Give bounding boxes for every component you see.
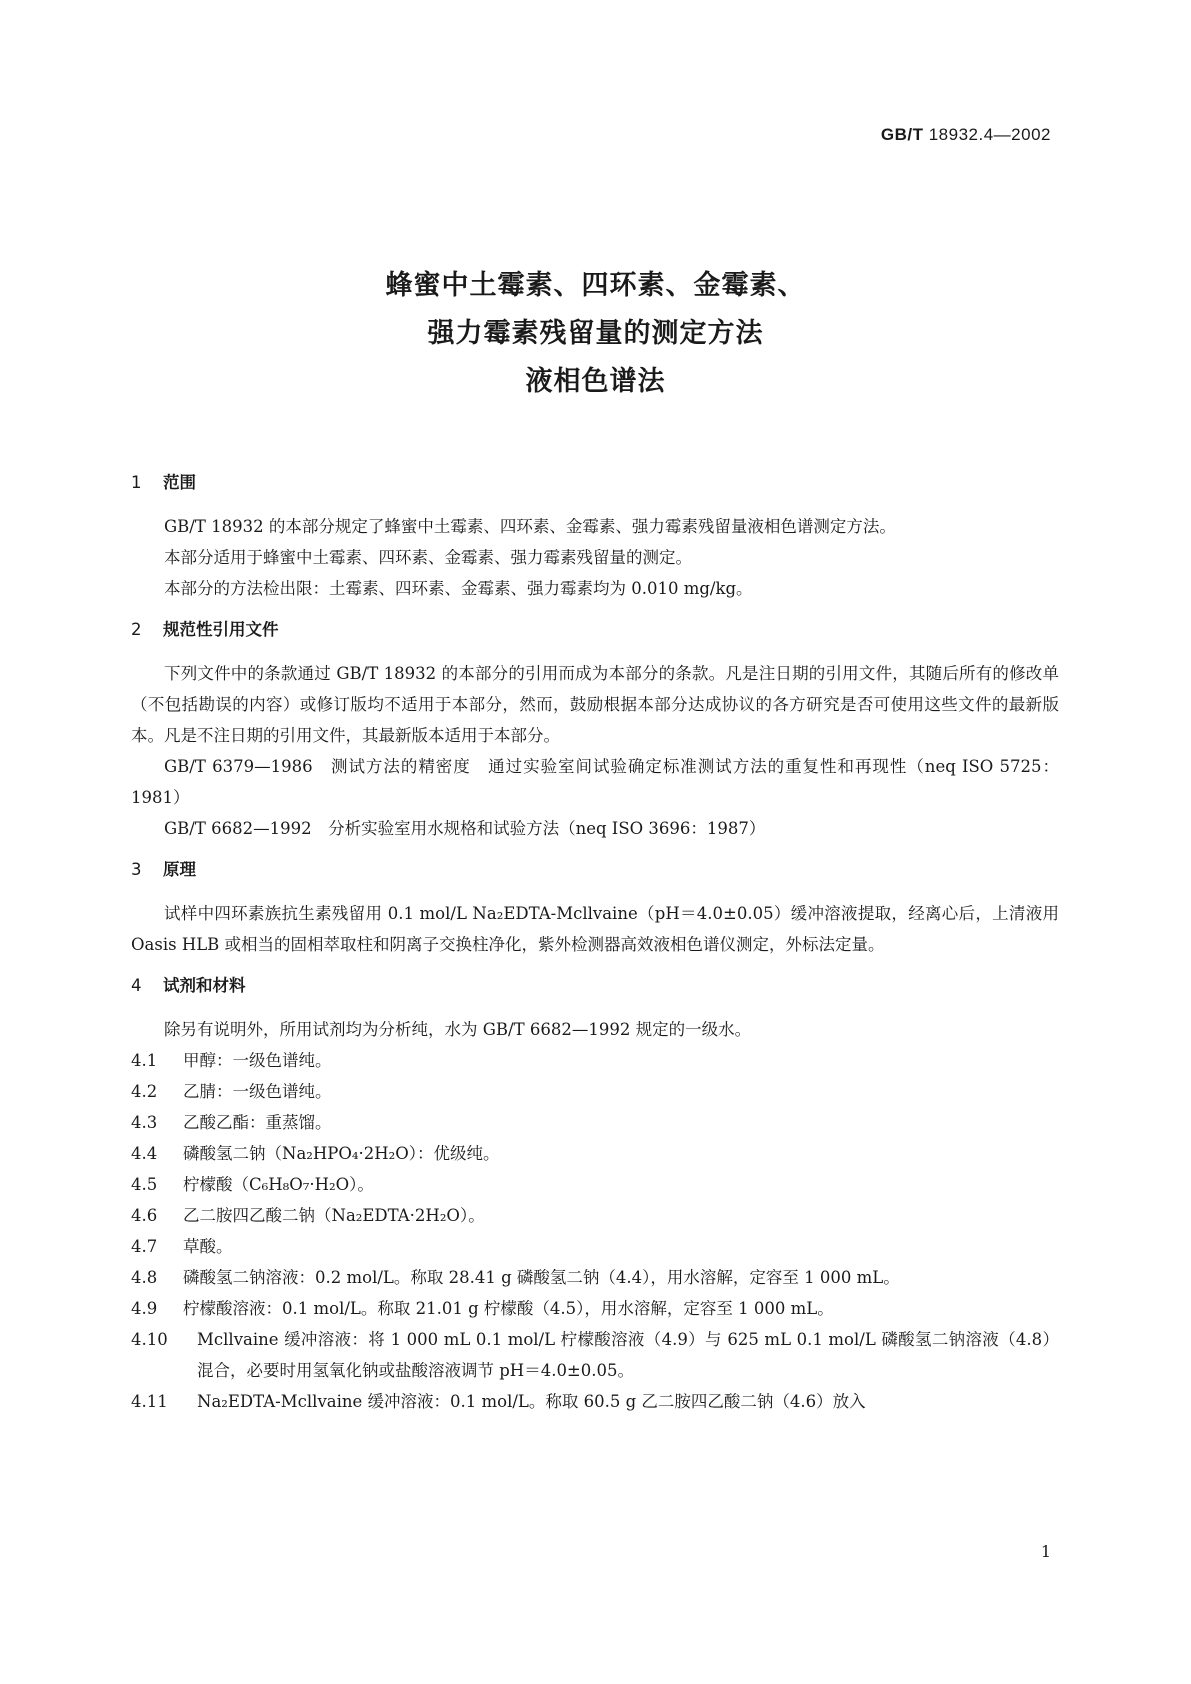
item-text: 柠檬酸（C₆H₈O₇·H₂O）。 xyxy=(183,1175,374,1194)
scope-paragraph: 本部分的方法检出限：土霉素、四环素、金霉素、强力霉素均为 0.010 mg/kg。 xyxy=(164,579,753,598)
reagent-item xyxy=(131,1262,1059,1293)
reagent-item xyxy=(131,1231,1059,1262)
reference-entry: GB/T 6379—1986 测试方法的精密度 通过实验室间试验确定标准测试方法的重复性和再现性（neq ISO 5725：1981） xyxy=(131,757,1059,807)
item-text: 柠檬酸溶液：0.1 mol/L。称取 21.01 g 柠檬酸（4.5），用水溶解，定容至 1 000 mL。 xyxy=(183,1299,834,1318)
item-text: 乙二胺四乙酸二钠（Na₂EDTA·2H₂O）。 xyxy=(183,1206,485,1225)
item-number: 4.10 xyxy=(131,1330,168,1349)
scope-paragraph: GB/T 18932 的本部分规定了蜂蜜中土霉素、四环素、金霉素、强力霉素残留量液相色谱测定方法。 xyxy=(164,517,896,536)
item-number: 4.11 xyxy=(131,1392,168,1411)
reagent-item xyxy=(131,1386,1059,1417)
title-line-3: 液相色谱法 xyxy=(525,366,666,397)
item-number: 4.6 xyxy=(131,1206,158,1225)
item-number: 4.9 xyxy=(131,1299,158,1318)
section-title: 规范性引用文件 xyxy=(163,620,279,639)
item-text: 乙腈：一级色谱纯。 xyxy=(183,1082,332,1101)
reagent-item xyxy=(131,1107,1059,1138)
title-line-2: 强力霉素残留量的测定方法 xyxy=(427,318,764,349)
reagent-item xyxy=(131,1169,1059,1200)
page-number: 1 xyxy=(1040,1542,1051,1561)
section-number: 2 xyxy=(131,620,142,639)
item-text: 磷酸氢二钠（Na₂HPO₄·2H₂O）：优级纯。 xyxy=(183,1144,500,1163)
reagent-item xyxy=(131,1138,1059,1169)
section-heading-references xyxy=(131,610,1059,650)
section-heading-scope xyxy=(131,463,1059,503)
item-number: 4.1 xyxy=(131,1051,158,1070)
section-number: 1 xyxy=(131,473,142,492)
references-intro: 下列文件中的条款通过 GB/T 18932 的本部分的引用而成为本部分的条款。凡是注日期的引用文件，其随后所有的修改单（不包括勘误的内容）或修订版均不适用于本部分，然而，鼓励根据本部分达成协议的各方研究是否可使用这些文件的最新版本。凡是不注日期的引用文件，其最新版本适用于本部分。 xyxy=(131,664,1059,745)
reagents-intro: 除另有说明外，所用试剂均为分析纯，水为 GB/T 6682—1992 规定的一级水。 xyxy=(164,1020,752,1039)
section-title: 范围 xyxy=(163,473,196,492)
principle-paragraph: 试样中四环素族抗生素残留用 0.1 mol/L Na₂EDTA-Mcllvaine（pH＝4.0±0.05）缓冲溶液提取，经离心后，上清液用 Oasis HLB 或相当的固相萃取柱和阴离子交换柱净化，紫外检测器高效液相色谱仪测定，外标法定量。 xyxy=(131,904,1059,954)
item-text: 草酸。 xyxy=(183,1237,233,1256)
item-text: Mcllvaine 缓冲溶液：将 1 000 mL 0.1 mol/L 柠檬酸溶液（4.9）与 625 mL 0.1 mol/L 磷酸氢二钠溶液（4.8）混合，必要时用氢氧化钠或盐酸溶液调节 pH＝4.0±0.05。 xyxy=(197,1330,1059,1380)
item-text: Na₂EDTA-Mcllvaine 缓冲溶液：0.1 mol/L。称取 60.5 g 乙二胺四乙酸二钠（4.6）放入 xyxy=(197,1392,866,1411)
document-body xyxy=(131,473,1059,1417)
item-text: 磷酸氢二钠溶液：0.2 mol/L。称取 28.41 g 磷酸氢二钠（4.4），用水溶解，定容至 1 000 mL。 xyxy=(183,1268,900,1287)
section-number: 4 xyxy=(131,976,142,995)
item-number: 4.2 xyxy=(131,1082,158,1101)
item-text: 乙酸乙酯：重蒸馏。 xyxy=(183,1113,332,1132)
reagent-item xyxy=(131,1076,1059,1107)
title-line-1: 蜂蜜中土霉素、四环素、金霉素、 xyxy=(385,270,806,301)
section-title: 试剂和材料 xyxy=(163,976,246,995)
reagent-item xyxy=(131,1045,1059,1076)
item-number: 4.3 xyxy=(131,1113,158,1132)
code-number: 18932.4—2002 xyxy=(928,125,1051,144)
document-code xyxy=(881,125,1051,145)
reagent-item xyxy=(131,1324,1059,1386)
section-heading-principle xyxy=(131,850,1059,890)
item-number: 4.7 xyxy=(131,1237,158,1256)
reagent-item xyxy=(131,1293,1059,1324)
reference-entry: GB/T 6682—1992 分析实验室用水规格和试验方法（neq ISO 3696：1987） xyxy=(164,819,766,838)
section-number: 3 xyxy=(131,860,142,879)
reagent-item xyxy=(131,1200,1059,1231)
item-number: 4.4 xyxy=(131,1144,158,1163)
item-number: 4.5 xyxy=(131,1175,158,1194)
item-text: 甲醇：一级色谱纯。 xyxy=(183,1051,332,1070)
item-number: 4.8 xyxy=(131,1268,158,1287)
code-prefix: GB/T xyxy=(880,125,924,144)
section-title: 原理 xyxy=(163,860,196,879)
document-title xyxy=(0,262,1191,406)
section-heading-reagents xyxy=(131,966,1059,1006)
scope-paragraph: 本部分适用于蜂蜜中土霉素、四环素、金霉素、强力霉素残留量的测定。 xyxy=(164,548,692,567)
